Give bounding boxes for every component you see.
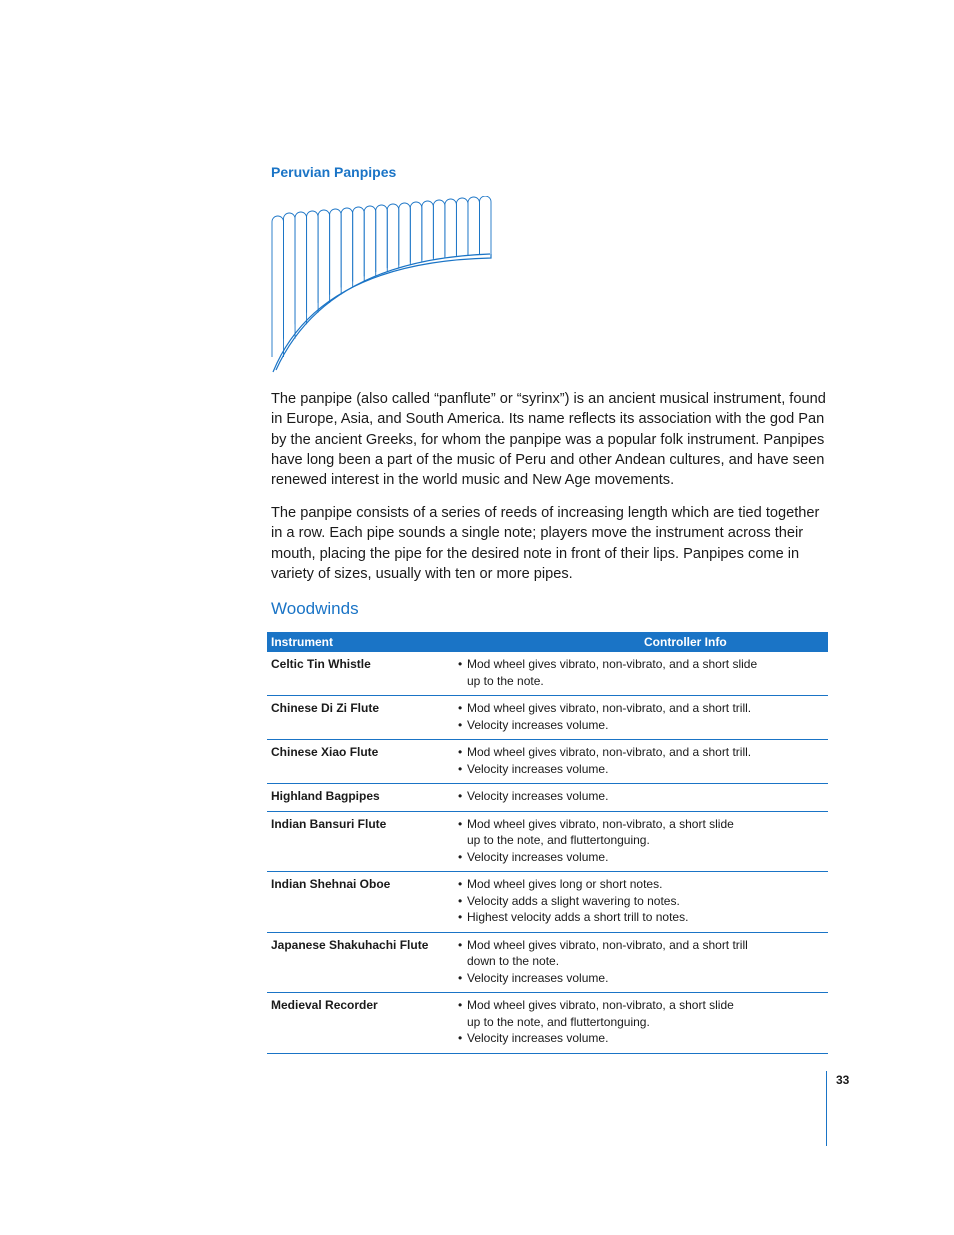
table-row bbox=[267, 784, 828, 812]
paragraph-construction: The panpipe consists of a series of reeds of increasing length which are tied together in a row. Each pipe sounds a single note; players move the instrument across their mouth, placing the pipe for the desired note in front of their lips. Panpipes come in variety of sizes, usually with ten or more pipes. bbox=[271, 505, 820, 582]
column-header-controller-info: Controller Info bbox=[644, 635, 727, 649]
controller-info-item: • Mod wheel gives long or short notes. bbox=[458, 876, 824, 893]
page-number: 33 bbox=[836, 1073, 850, 1087]
pipe-band-inner bbox=[276, 254, 490, 370]
controller-info bbox=[454, 740, 828, 784]
controller-info-item: • Mod wheel gives vibrato, non-vibrato, and a short trill. bbox=[458, 744, 824, 761]
pipe bbox=[479, 196, 491, 254]
page-number-rule bbox=[826, 1071, 827, 1146]
controller-info-item: • Velocity increases volume. bbox=[458, 717, 824, 734]
controller-info-item: • Velocity adds a slight wavering to notes. bbox=[458, 893, 824, 910]
column-header-instrument: Instrument bbox=[271, 635, 334, 649]
pipe bbox=[284, 213, 296, 339]
controller-info-item: • Mod wheel gives vibrato, non-vibrato, and a short slide up to the note. bbox=[458, 656, 824, 689]
controller-info-item: • Mod wheel gives vibrato, non-vibrato, and a short trill down to the note. bbox=[458, 937, 824, 970]
pipe bbox=[445, 199, 457, 257]
pipe bbox=[364, 206, 376, 276]
instrument-name: Chinese Di Zi Flute bbox=[267, 696, 454, 740]
controller-info-item: • Velocity increases volume. bbox=[458, 788, 824, 805]
instrument-name: Indian Bansuri Flute bbox=[267, 811, 454, 872]
pipe bbox=[307, 211, 319, 313]
controller-info bbox=[454, 784, 828, 812]
woodwinds-heading: Woodwinds bbox=[271, 599, 359, 618]
controller-info-list bbox=[458, 876, 824, 926]
paragraph-intro: The panpipe (also called “panflute” or “syrinx”) is an ancient musical instrument, found in Europe, Asia, and South America. Its name reflects its association with the god Pan by the ancient Greeks, for whom the panpipe was a popular folk instrument. Panpipes have long been a part of the music of Peru and other Andean cultures, and have seen renewed interest in the world music and New Age movements. bbox=[271, 391, 826, 489]
controller-info-list bbox=[458, 997, 824, 1047]
table-row bbox=[267, 696, 828, 740]
instrument-name: Chinese Xiao Flute bbox=[267, 740, 454, 784]
instrument-name: Highland Bagpipes bbox=[267, 784, 454, 812]
controller-info bbox=[454, 696, 828, 740]
controller-info-item: • Mod wheel gives vibrato, non-vibrato, and a short trill. bbox=[458, 700, 824, 717]
pipe bbox=[341, 208, 353, 288]
pipe bbox=[433, 200, 445, 258]
table-header-row bbox=[267, 632, 828, 652]
controller-info-list bbox=[458, 744, 824, 777]
controller-info-list bbox=[458, 788, 824, 805]
section-title: Peruvian Panpipes bbox=[271, 164, 397, 180]
pipe bbox=[353, 207, 365, 282]
table-row bbox=[267, 932, 828, 993]
table-row bbox=[267, 993, 828, 1054]
pipe bbox=[387, 204, 399, 268]
controller-info bbox=[454, 811, 828, 872]
controller-info-list bbox=[458, 700, 824, 733]
pipe bbox=[468, 197, 480, 255]
pipe bbox=[272, 216, 284, 357]
pipe bbox=[330, 209, 342, 295]
table-row bbox=[267, 652, 828, 696]
controller-info-item: • Velocity increases volume. bbox=[458, 849, 824, 866]
controller-info-item: • Highest velocity adds a short trill to notes. bbox=[458, 909, 824, 926]
controller-info-item: • Velocity increases volume. bbox=[458, 1030, 824, 1047]
instrument-name: Japanese Shakuhachi Flute bbox=[267, 932, 454, 993]
table-row bbox=[267, 740, 828, 784]
pipe bbox=[422, 201, 434, 260]
controller-info-list bbox=[458, 937, 824, 987]
pipe bbox=[295, 212, 307, 324]
table-row bbox=[267, 811, 828, 872]
controller-info bbox=[454, 652, 828, 696]
pipe bbox=[410, 202, 422, 262]
pipe bbox=[399, 203, 411, 265]
pipe bbox=[376, 205, 388, 272]
controller-info bbox=[454, 932, 828, 993]
woodwinds-table bbox=[267, 632, 828, 1054]
controller-info-item: • Velocity increases volume. bbox=[458, 970, 824, 987]
pipe bbox=[456, 198, 468, 255]
table-row bbox=[267, 872, 828, 933]
instrument-name: Celtic Tin Whistle bbox=[267, 652, 454, 696]
controller-info-item: • Mod wheel gives vibrato, non-vibrato, a short slide up to the note, and fluttertonguing. bbox=[458, 997, 824, 1030]
pipe-band-outer bbox=[273, 254, 491, 372]
pipe bbox=[318, 210, 330, 303]
controller-info-list bbox=[458, 656, 824, 689]
controller-info bbox=[454, 872, 828, 933]
controller-info-item: • Velocity increases volume. bbox=[458, 761, 824, 778]
controller-info-list bbox=[458, 816, 824, 866]
controller-info bbox=[454, 993, 828, 1054]
controller-info-item: • Mod wheel gives vibrato, non-vibrato, a short slide up to the note, and fluttertonguing. bbox=[458, 816, 824, 849]
panpipe-illustration bbox=[268, 196, 500, 378]
instrument-name: Medieval Recorder bbox=[267, 993, 454, 1054]
instrument-name: Indian Shehnai Oboe bbox=[267, 872, 454, 933]
